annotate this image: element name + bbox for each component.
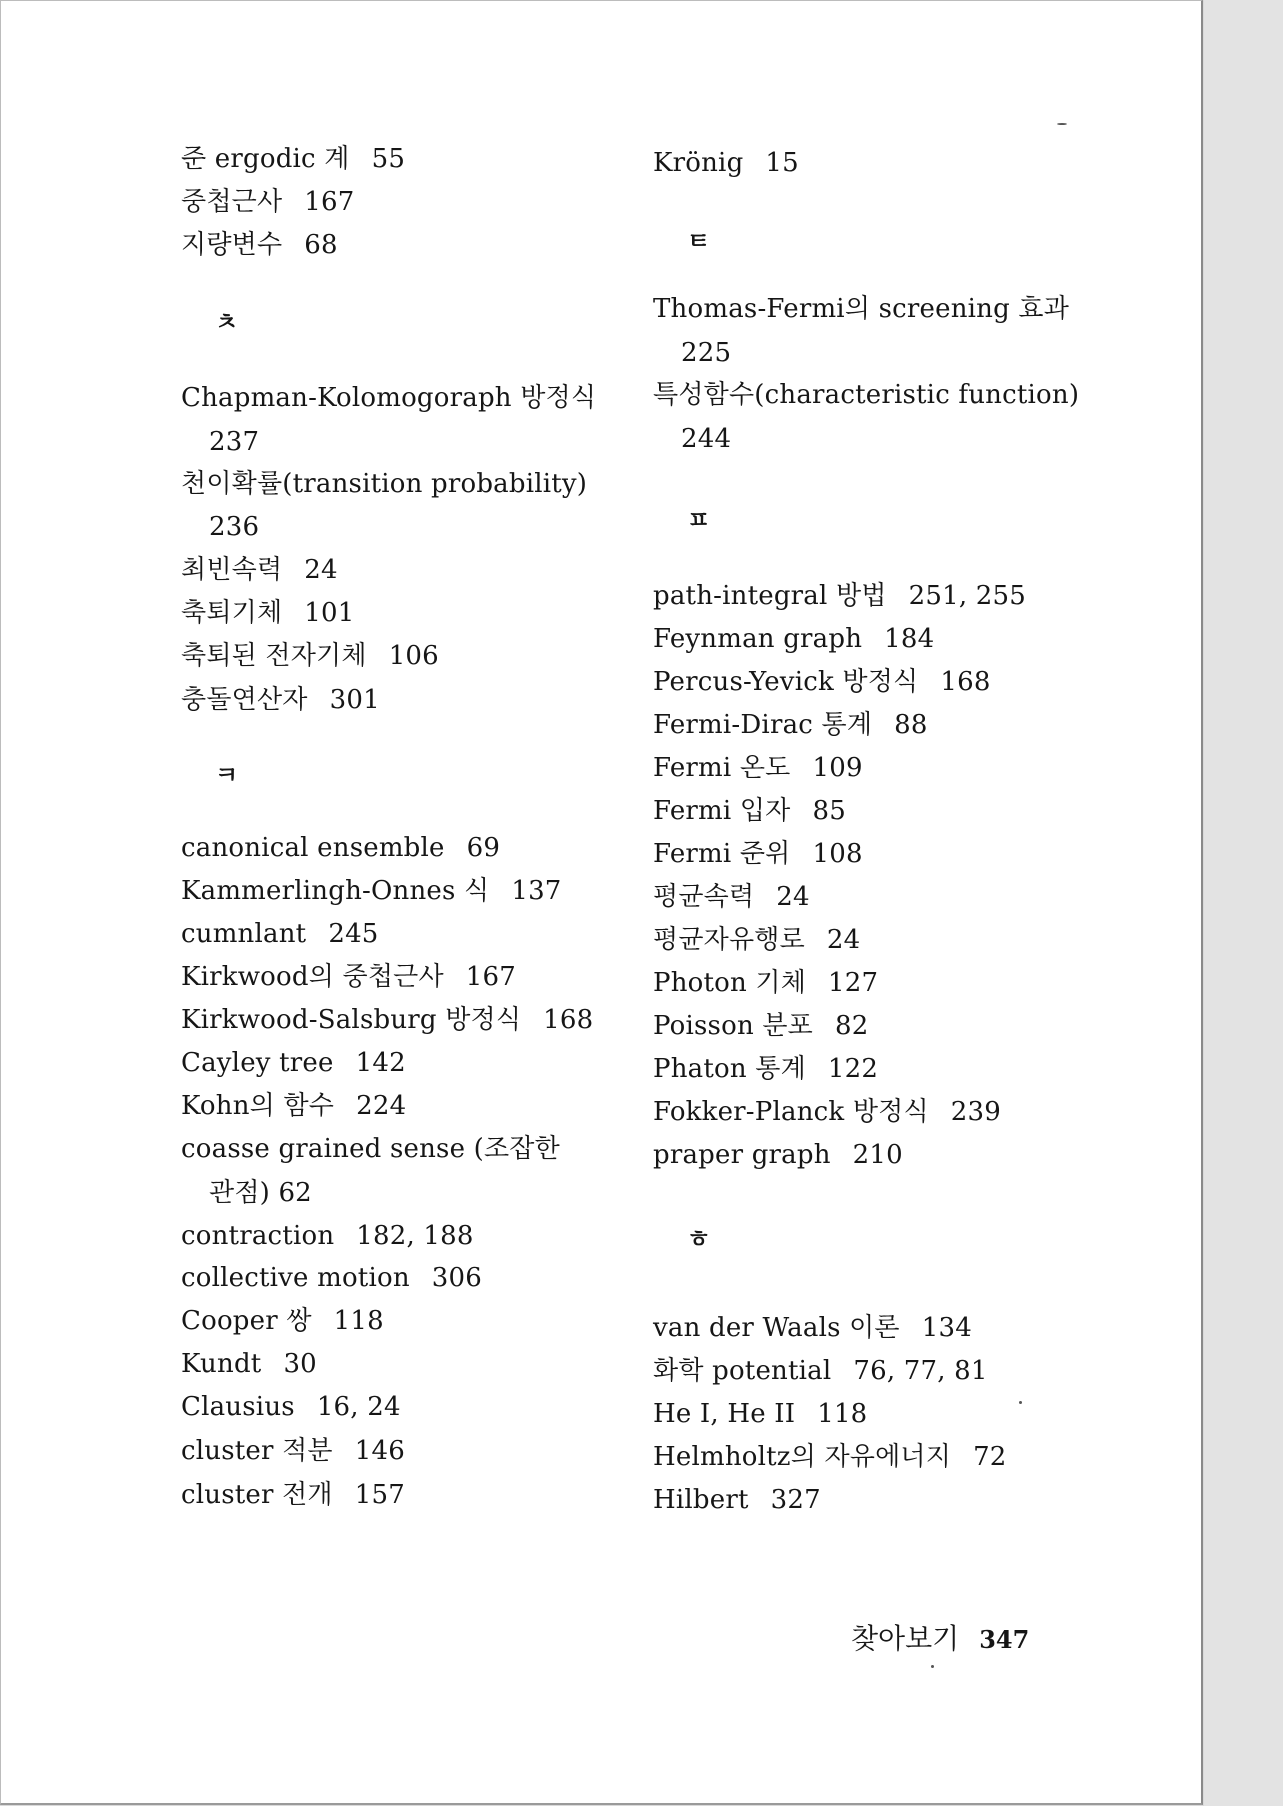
index-page-ref: 118 [333,1306,384,1336]
index-page-ref: 157 [354,1480,405,1510]
page-number: 347 [979,1625,1030,1654]
index-entry [653,1313,972,1343]
index-page-ref: 72 [973,1442,1007,1472]
index-term: 준 ergodic 계 [181,144,350,174]
index-page-ref: 134 [921,1313,972,1343]
index-page-ref: 118 [817,1399,868,1429]
index-term: Kirkwood-Salsburg 방정식 [181,1005,522,1035]
index-term: 천이확률(transition probability) [181,469,588,499]
index-term: 축퇴된 전자기체 [181,641,367,671]
index-page-ref: 306 [431,1263,483,1293]
index-term: Kammerlingh-Onnes 식 [181,876,490,906]
index-term: Kirkwood의 중첩근사 [181,962,444,992]
index-term: canonical ensemble [181,833,445,863]
index-page-ref: 101 [304,598,355,628]
index-term: Cayley tree [181,1048,334,1078]
index-term: collective motion [181,1263,410,1293]
index-entry [653,968,878,998]
index-page-ref: 108 [812,839,863,869]
index-page-ref: 24 [304,555,338,585]
index-term: Percus-Yevick 방정식 [653,667,919,697]
index-term: Photon 기체 [653,968,807,998]
index-page-ref: 24 [776,882,810,912]
index-entry [653,624,934,654]
index-page-ref: 167 [304,187,355,217]
index-page-ref: 210 [852,1140,903,1170]
section-header: ㅌ [687,227,711,255]
index-term: praper graph [653,1140,831,1170]
index-entry-continuation: 244 [681,424,732,454]
index-term: Clausius [181,1392,295,1422]
index-page-ref: 122 [827,1054,879,1084]
index-term: Feynman graph [653,624,863,654]
index-page-ref: 251, 255 [908,581,1026,611]
index-page-ref: 184 [884,624,935,654]
index-page-ref: 24 [826,925,861,955]
index-term: 화학 potential [653,1356,832,1386]
index-entry [181,962,516,992]
index-term: path-integral 방법 [653,581,887,611]
index-entry [653,1442,1007,1472]
index-page-ref: 15 [765,148,799,178]
index-term: 평균자유행로 [653,925,805,955]
index-entry [181,1221,474,1251]
index-entry [181,1091,406,1121]
index-page-ref: 167 [465,962,517,992]
index-term: 중첩근사 [181,187,283,217]
index-page-ref: 16, 24 [316,1392,401,1422]
index-entry [653,1054,878,1084]
page-footer [851,1617,1029,1657]
index-page-ref: 245 [328,919,379,949]
index-term: Chapman-Kolomogoraph 방정식 [181,383,597,413]
index-term: contraction [181,1221,335,1251]
index-term: 축퇴기체 [181,598,283,628]
footer-section-title: 찾아보기 [851,1622,960,1655]
index-entry [181,144,405,174]
index-entry [181,598,355,628]
index-page-ref: 239 [950,1097,1002,1127]
index-term: 특성함수(characteristic function) [653,380,1080,410]
index-term: 지량변수 [181,230,283,260]
index-entry [653,796,846,826]
index-entry [181,1263,482,1293]
index-term: Cooper 쌍 [181,1306,312,1336]
index-entry [653,753,863,783]
index-entry [653,925,860,955]
index-page-ref: 137 [511,876,562,906]
index-page-ref: 55 [371,144,406,174]
index-entry [181,1134,560,1164]
index-entry-continuation: 225 [681,338,732,368]
index-page-ref: 168 [940,667,991,697]
index-entry [181,1349,317,1379]
index-term: cluster 전개 [181,1480,333,1510]
index-entry [653,1399,867,1429]
index-entry [653,148,799,178]
index-entry-continuation: 236 [209,512,260,542]
index-entry [181,685,380,715]
index-page-ref: 327 [770,1485,821,1515]
index-entry [181,1436,405,1466]
index-term: Fokker-Planck 방정식 [653,1097,929,1127]
index-term: Thomas-Fermi의 screening 효과 [653,294,1070,324]
index-entry [181,876,562,906]
index-term: cluster 적분 [181,1436,333,1466]
index-term: Fermi-Dirac 통계 [653,710,873,740]
index-page-ref: 146 [354,1436,405,1466]
index-term: van der Waals 이론 [653,1313,900,1343]
scan-speck [1057,123,1067,125]
index-term: Krönig [653,148,744,178]
index-term: Fermi 준위 [653,839,791,869]
index-term: 평균속력 [653,882,755,912]
index-entry [653,667,991,697]
index-entry [653,710,928,740]
index-page-ref: 30 [283,1349,317,1379]
index-page-ref: 76, 77, 81 [853,1356,988,1386]
index-entry [181,469,587,499]
index-page-ref: 182, 188 [356,1221,474,1251]
index-page-ref: 109 [812,753,863,783]
index-entry [653,294,1069,324]
index-entry [653,380,1079,410]
index-page-ref: 106 [388,641,439,671]
index-term: Hilbert [653,1485,749,1515]
index-entry [653,1011,868,1041]
index-entry [653,1140,903,1170]
index-entry [653,1356,988,1386]
index-term: Phaton 통계 [653,1054,806,1084]
index-page-ref: 68 [304,230,338,260]
index-entry [181,1005,593,1035]
index-term: Fermi 온도 [653,753,791,783]
index-entry [653,1097,1001,1127]
index-term: Fermi 입자 [653,796,791,826]
index-entry [181,1392,401,1422]
index-page-ref: 82 [835,1011,869,1041]
index-page-ref: 127 [828,968,879,998]
index-term: Kohn의 함수 [181,1091,335,1121]
index-entry [181,1048,406,1078]
index-entry [181,383,596,413]
index-entry-continuation: 관점) 62 [209,1178,312,1208]
index-entry [181,919,379,949]
index-entry [181,1480,405,1510]
index-entry [181,555,338,585]
index-entry [653,882,810,912]
index-entry [653,1485,821,1515]
index-page-ref: 69 [466,833,501,863]
index-term: 충돌연산자 [181,685,308,715]
index-page-ref: 142 [355,1048,406,1078]
index-entry [181,641,439,671]
index-entry [181,1306,384,1336]
scan-speck [931,1665,934,1668]
index-entry [653,839,863,869]
index-term: Helmholtz의 자유에너지 [653,1442,952,1472]
index-entry [181,187,355,217]
section-header: ㅎ [687,1225,711,1253]
index-entry [181,230,338,260]
index-term: Kundt [181,1349,262,1379]
index-page-ref: 224 [356,1091,407,1121]
index-term: He I, He II [653,1399,796,1429]
index-entry [653,581,1026,611]
index-entry-continuation: 237 [209,427,260,457]
section-header: ㅊ [215,308,239,336]
index-entry [181,833,500,863]
section-header: ㅋ [215,761,239,789]
index-term: Poisson 분포 [653,1011,813,1041]
section-header: ㅍ [687,506,711,534]
index-term: 최빈속력 [181,555,283,585]
index-term: cumnlant [181,919,307,949]
scan-speck [1019,1401,1022,1404]
viewer-gutter [1204,0,1283,1806]
index-page-ref: 88 [894,710,928,740]
index-page-ref: 168 [543,1005,594,1035]
index-page-ref: 85 [812,796,846,826]
index-page-ref: 301 [329,685,380,715]
index-term: coasse grained sense (조잡한 [181,1134,560,1164]
